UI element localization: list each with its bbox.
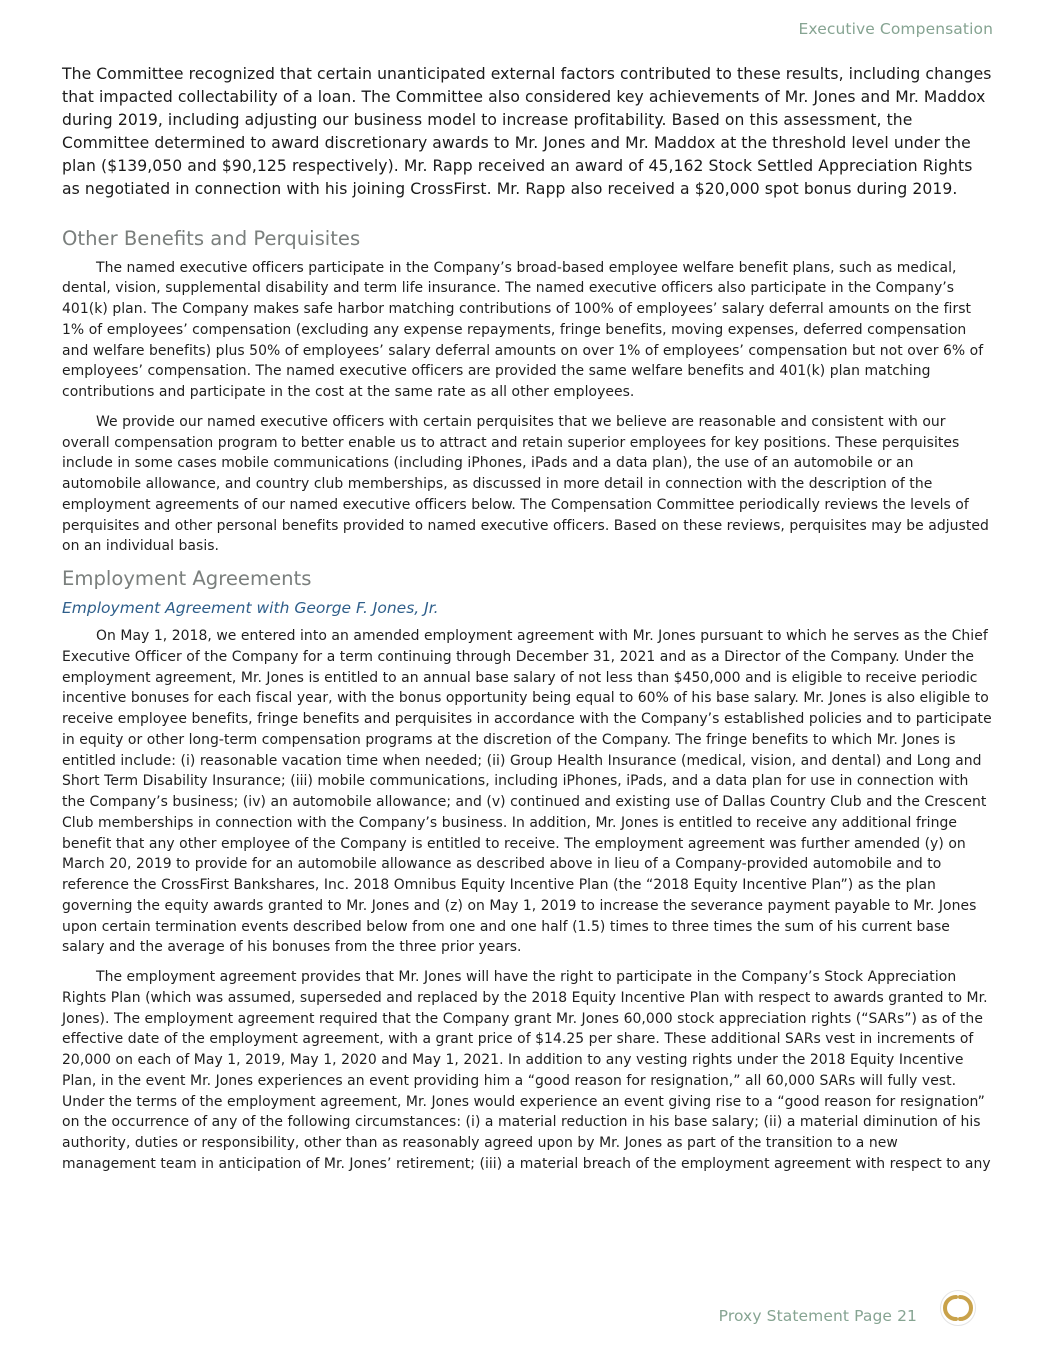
crossfirst-logo-icon [939, 1289, 977, 1327]
benefits-paragraph: The named executive officers participate in the Company’s broad-based employee welfare benefit plans, such as medical, dental, vision, supplemental disability and term life insurance. The named executive officers also participate in the Company’s 401(k) plan. The Company makes safe harbor matching contributions of 100% of employees’ salary deferral amounts on the first 1% of employees’ compensation (excluding any expense repayments, fringe benefits, moving expenses, deferred compensation and welfare benefits) plus 50% of employees’ salary deferral amounts on over 1% of employees’ compensation but not over 6% of employees’ compensation. The named executive officers are provided the same welfare benefits and 401(k) plan matching contributions and participate in the cost at the same rate as all other employees. [62, 259, 984, 401]
page-footer-label: Proxy Statement Page 21 [718, 1307, 917, 1325]
page-body [62, 63, 992, 1184]
perquisites-paragraph: We provide our named executive officers with certain perquisites that we believe are reasonable and consistent with our overall compensation program to better enable us to attract and retain superior employees for key positions. These perquisites include in some cases mobile communications (including iPhones, iPads and a data plan), the use of an automobile or an automobile allowance, and country club memberships, as discussed in more detail in connection with the description of the employment agreements of our named executive officers below. The Compensation Committee periodically reviews the levels of perquisites and other personal benefits provided to named executive officers. Based on these reviews, perquisites may be adjusted on an individual basis. [62, 413, 989, 555]
jones-agreement-subheading: Employment Agreement with George F. Jones, Jr. [62, 599, 439, 618]
lead-paragraph: The Committee recognized that certain unanticipated external factors contributed to these results, including changes that impacted collectability of a loan. The Committee also considered key achievements of Mr. Jones and Mr. Maddox during 2019, including adjusting our business model to increase profitability. Based on this assessment, the Committee determined to award discretionary awards to Mr. Jones and Mr. Maddox at the threshold level under the plan ($139,050 and $90,125 respectively). Mr. Rapp received an award of 45,162 Stock Settled Appreciation Rights as negotiated in connection with his joining CrossFirst. Mr. Rapp also received a $20,000 spot bonus during 2019. [62, 65, 992, 199]
agreement-terms-paragraph: On May 1, 2018, we entered into an amended employment agreement with Mr. Jones pursuant to which he serves as the Chief Executive Officer of the Company for a term continuing through December 31, 2021 and as a Director of the Company. Under the employment agreement, Mr. Jones is entitled to an annual base salary of not less than $450,000 and is eligible to receive periodic incentive bonuses for each fiscal year, with the bonus opportunity being equal to 60% of his base salary. Mr. Jones is also eligible to receive employee benefits, fringe benefits and perquisites in accordance with the Company’s established policies and to participate in equity or other long-term compensation programs at the discretion of the Company. The fringe benefits to which Mr. Jones is entitled include: (i) reasonable vacation time when needed; (ii) Group Health Insurance (medical, vision, and dental) and Long and Short Term Disability Insurance; (iii) mobile communications, including iPhones, iPads, and a data plan for use in connection with the Company’s business; (iv) an automobile allowance; and (v) continued and existing use of Dallas Country Club and the Crescent Club memberships in connection with the Company’s business. In addition, Mr. Jones is entitled to receive any additional fringe benefit that any other employee of the Company is entitled to receive. The employment agreement was further amended (y) on March 20, 2019 to provide for an automobile allowance as described above in lieu of a Company-provided automobile and to reference the CrossFirst Bankshares, Inc. 2018 Omnibus Equity Incentive Plan (the “2018 Equity Incentive Plan”) as the plan governing the equity awards granted to Mr. Jones and (z) on May 1, 2019 to increase the severance payment payable to Mr. Jones upon certain termination events described below from one and one half (1.5) times to three times the sum of his current base salary and the average of his bonuses from the three prior years. [62, 628, 992, 956]
employment-agreements-heading: Employment Agreements [62, 567, 312, 591]
sars-paragraph: The employment agreement provides that Mr. Jones will have the right to participate in the Company’s Stock Appreciation Rights Plan (which was assumed, superseded and replaced by the 2018 Equity Incentive Plan with respect to awards granted to Mr. Jones). The employment agreement required that the Company grant Mr. Jones 60,000 stock appreciation rights (“SARs”) as of the effective date of the employment agreement, with a grant price of $14.25 per share. These additional SARs vest in increments of 20,000 on each of May 1, 2019, May 1, 2020 and May 1, 2021. In addition to any vesting rights under the 2018 Equity Incentive Plan, in the event Mr. Jones experiences an event providing him a “good reason for resignation,” all 60,000 SARs will fully vest. Under the terms of the employment agreement, Mr. Jones would experience an event giving rise to a “good reason for resignation” on the occurrence of any of the following circumstances: (i) a material reduction in his base salary; (ii) a material diminution of his authority, duties or responsibility, other than as reasonably agreed upon by Mr. Jones as part of the transition to a new management team in anticipation of Mr. Jones’ retirement; (iii) a material breach of the employment agreement with respect to any [62, 969, 991, 1172]
running-header: Executive Compensation [798, 20, 993, 38]
other-benefits-heading: Other Benefits and Perquisites [62, 226, 361, 250]
